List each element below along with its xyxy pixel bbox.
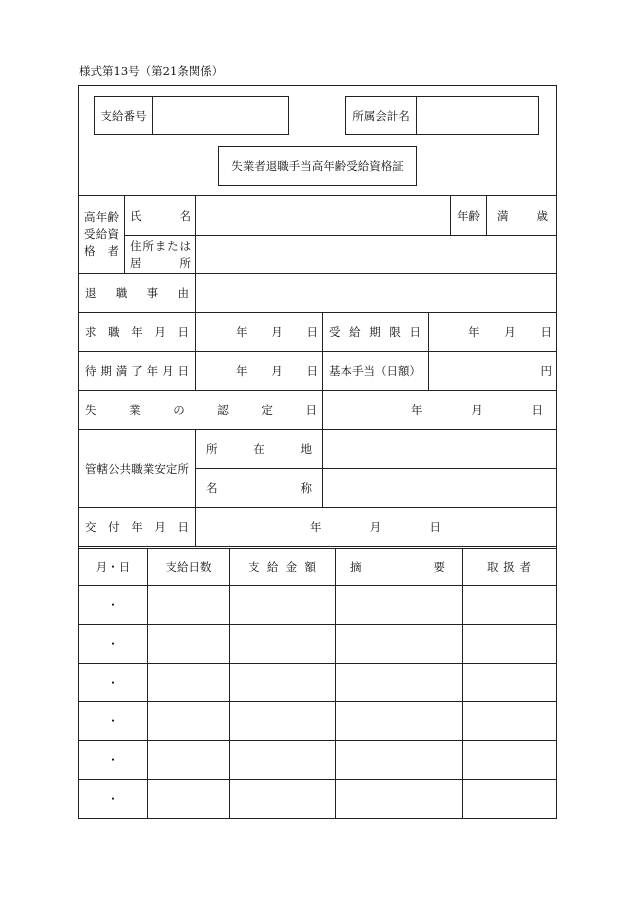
retirement-reason-label: 退職事由 bbox=[85, 286, 189, 300]
employment-office-label-cell bbox=[78, 429, 196, 508]
job-application-date-label-cell bbox=[78, 312, 196, 352]
column-header-date-label: 月・日 bbox=[95, 560, 131, 574]
row-date-separator: ・ bbox=[107, 598, 119, 612]
holder-section-label bbox=[84, 209, 119, 260]
row-remarks-cell bbox=[335, 779, 463, 819]
holder-section-label-line: 受給資 bbox=[84, 227, 119, 241]
row-date-separator: ・ bbox=[107, 637, 119, 651]
age-label: 年齢 bbox=[457, 208, 480, 223]
row-handler-cell bbox=[462, 779, 557, 819]
column-header-amount-label: 支給金額 bbox=[248, 560, 316, 574]
row-date-separator: ・ bbox=[107, 753, 119, 767]
payment-number-label: 支給番号 bbox=[100, 108, 147, 123]
address-label bbox=[130, 238, 191, 272]
row-amount-cell bbox=[229, 740, 336, 780]
name-label-cell bbox=[124, 195, 196, 236]
row-handler-cell bbox=[462, 701, 557, 741]
basic-allowance-label-cell bbox=[322, 351, 429, 391]
name-field bbox=[195, 195, 451, 236]
row-date-separator: ・ bbox=[107, 675, 119, 690]
column-header-remarks-label: 摘要 bbox=[350, 560, 445, 574]
row-days-cell bbox=[147, 701, 230, 741]
holder-section-label-line: 高年齢 bbox=[84, 210, 119, 224]
column-header-handler-label: 取扱者 bbox=[487, 560, 531, 574]
unemployment-certification-date-label: 失業の認定日 bbox=[85, 403, 317, 417]
benefit-expiry-date-field bbox=[428, 312, 557, 352]
affiliation-label-cell bbox=[345, 96, 417, 135]
age-label-cell bbox=[450, 195, 487, 236]
address-field bbox=[195, 235, 557, 274]
row-amount-cell bbox=[229, 624, 336, 664]
office-location-field bbox=[322, 429, 557, 469]
row-days-cell bbox=[147, 585, 230, 625]
holder-section-label-line: 格者 bbox=[84, 244, 119, 258]
row-remarks-cell bbox=[335, 701, 463, 741]
retirement-reason-label-cell bbox=[78, 273, 196, 313]
row-date-cell bbox=[78, 701, 148, 741]
row-date-cell bbox=[78, 663, 148, 702]
row-handler-cell bbox=[462, 624, 557, 664]
name-label: 氏名 bbox=[130, 208, 191, 223]
waiting-period-end-label: 待期満了年月日 bbox=[85, 364, 189, 378]
age-value: 満 歳 bbox=[497, 208, 548, 223]
retirement-reason-field bbox=[195, 273, 557, 313]
row-days-cell bbox=[147, 779, 230, 819]
job-application-date-field bbox=[195, 312, 323, 352]
benefit-expiry-date-label: 受給期限日 bbox=[329, 325, 421, 339]
issue-date-value: 年 月 日 bbox=[310, 520, 441, 534]
waiting-period-end-field bbox=[195, 351, 323, 391]
employment-office-label: 管轄公共職業安定所 bbox=[85, 461, 189, 476]
issue-date-label-cell bbox=[78, 507, 196, 547]
column-header-days-label: 支給日数 bbox=[165, 560, 212, 574]
office-location-label: 所在地 bbox=[206, 442, 312, 456]
row-days-cell bbox=[147, 740, 230, 780]
job-application-date-value: 年 月 日 bbox=[236, 325, 318, 339]
basic-allowance-label: 基本手当（日額） bbox=[329, 364, 421, 378]
column-header-amount bbox=[229, 548, 336, 586]
row-remarks-cell bbox=[335, 585, 463, 625]
row-remarks-cell bbox=[335, 740, 463, 780]
address-label-line: 住所または bbox=[130, 238, 191, 253]
office-name-field bbox=[322, 468, 557, 508]
row-amount-cell bbox=[229, 701, 336, 741]
address-label-cell bbox=[124, 235, 196, 274]
office-name-label-cell bbox=[195, 468, 323, 508]
row-handler-cell bbox=[462, 663, 557, 702]
waiting-period-end-label-cell bbox=[78, 351, 196, 391]
benefit-expiry-date-label-cell bbox=[322, 312, 429, 352]
form-number: 様式第13号（第21条関係） bbox=[79, 64, 224, 78]
unemployment-certification-date-field bbox=[322, 390, 557, 430]
payment-number-label-cell bbox=[94, 96, 153, 135]
row-date-cell bbox=[78, 624, 148, 664]
issue-date-label: 交付年月日 bbox=[85, 520, 189, 534]
job-application-date-label: 求職年月日 bbox=[85, 325, 189, 339]
row-handler-cell bbox=[462, 585, 557, 625]
row-days-cell bbox=[147, 663, 230, 702]
row-handler-cell bbox=[462, 740, 557, 780]
address-label-line: 居所 bbox=[130, 255, 191, 270]
row-amount-cell bbox=[229, 779, 336, 819]
row-amount-cell bbox=[229, 663, 336, 702]
waiting-period-end-value: 年 月 日 bbox=[236, 364, 318, 378]
row-date-separator: ・ bbox=[107, 792, 119, 806]
unemployment-certification-date-label-cell bbox=[78, 390, 323, 430]
basic-allowance-unit: 円 bbox=[540, 364, 552, 378]
document-title: 失業者退職手当高年齢受給資格証 bbox=[231, 159, 404, 173]
title-box bbox=[218, 146, 417, 186]
column-header-handler bbox=[462, 548, 557, 586]
issue-date-field bbox=[195, 507, 557, 547]
holder-section-label-cell bbox=[78, 195, 125, 274]
column-header-days bbox=[147, 548, 230, 586]
row-date-cell bbox=[78, 585, 148, 625]
row-date-cell bbox=[78, 740, 148, 780]
age-field bbox=[486, 195, 557, 236]
basic-allowance-field bbox=[428, 351, 557, 391]
row-days-cell bbox=[147, 624, 230, 664]
row-date-cell bbox=[78, 779, 148, 819]
office-name-label: 名称 bbox=[206, 481, 312, 495]
office-location-label-cell bbox=[195, 429, 323, 469]
payment-number-field bbox=[152, 96, 289, 135]
row-remarks-cell bbox=[335, 624, 463, 664]
row-remarks-cell bbox=[335, 663, 463, 702]
column-header-remarks bbox=[335, 548, 463, 586]
affiliation-field bbox=[416, 96, 539, 135]
row-amount-cell bbox=[229, 585, 336, 625]
row-date-separator: ・ bbox=[107, 714, 119, 728]
affiliation-label: 所属会計名 bbox=[352, 108, 410, 123]
benefit-expiry-date-value: 年 月 日 bbox=[468, 325, 552, 339]
column-header-date bbox=[78, 548, 148, 586]
unemployment-certification-date-value: 年 月 日 bbox=[411, 403, 543, 417]
